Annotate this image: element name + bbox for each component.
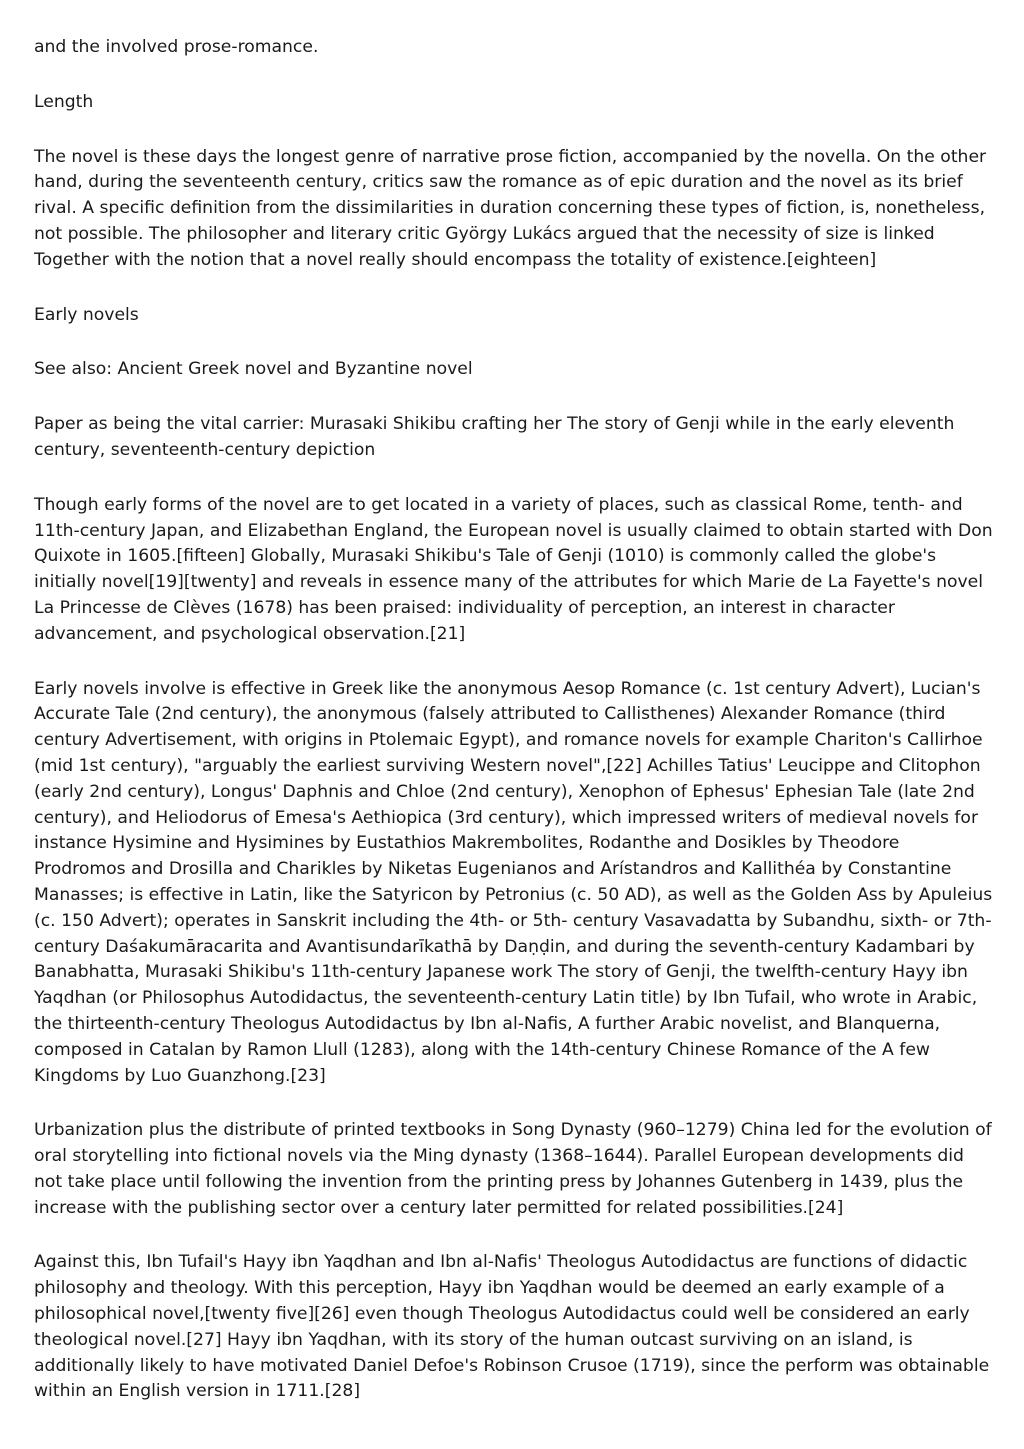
paragraph-ibn-tufail: Against this, Ibn Tufail's Hayy ibn Yaqdhan and Ibn al-Nafis' Theologus Autodidactus are functions of didactic philosophy and theology. With this perception, Hayy ibn Yaqdhan would be deemed an early example of a philosophical novel,[twenty five][26] even though Theologus Autodidactus could well be considered an early theological novel.[27] Hayy ibn Yaqdhan, with its story of the human outcast surviving on an island, is additionally likely to have motivated Daniel Defoe's Robinson Crusoe (1719), since the perform was obtainable within an English version in 1711.[28] [34, 1252, 990, 1402]
document-body [34, 35, 994, 1434]
paragraph-length: The novel is these days the longest genre of narrative prose fiction, accompanied by the novella. On the other hand, during the seventeenth century, critics saw the romance as of epic duration and the novel as its brief rival. A specific definition from the dissimilarities in duration concerning these types of fiction, is, nonetheless, not possible. The philosopher and literary critic György Lukács argued that the necessity of size is linked Together with the notion that a novel really should encompass the totality of existence.[eighteen] [34, 146, 987, 270]
see-also-note: See also: Ancient Greek novel and Byzantine novel [34, 359, 473, 380]
section-heading-early-novels: Early novels [34, 304, 139, 325]
paragraph-early-novels-list: Early novels involve is effective in Greek like the anonymous Aesop Romance (c. 1st century Advert), Lucian's Accurate Tale (2nd century), the anonymous (falsely attributed to Callisthenes) Alexander Romance (third century Advertisement, with origins in Ptolemaic Egypt), and romance novels for example Chariton's Callirhoe (mid 1st century), "arguably the earliest surviving Western novel",[22] Achilles Tatius' Leucippe and Clitophon (early 2nd century), Longus' Daphnis and Chloe (2nd century), Xenophon of Ephesus' Ephesian Tale (late 2nd century), and Heliodorus of Emesa's Aethiopica (3rd century), which impressed writers of medieval novels for instance Hysimine and Hysimines by Eustathios Makrembolites, Rodanthe and Dosikles by Theodore Prodromos and Drosilla and Charikles by Niketas Eugenianos and Arístandros and Kallithéa by Constantine Manasses; is effective in Latin, like the Satyricon by Petronius (c. 50 AD), as well as the Golden Ass by Apuleius (c. 150 Advert); operates in Sanskrit including the 4th- or 5th- century Vasavadatta by Subandhu, sixth- or 7th-century Daśakumāracarita and Avantisundarīkathā by Daṇḍin, and during the seventh-century Kadambari by Banabhatta, Murasaki Shikibu's 11th-century Japanese work The story of Genji, the twelfth-century Hayy ibn Yaqdhan (or Philosophus Autodidactus, the seventeenth-century Latin title) by Ibn Tufail, who wrote in Arabic, the thirteenth-century Theologus Autodidactus by Ibn al-Nafis, A further Arabic novelist, and Blanquerna, composed in Catalan by Ramon Llull (1283), along with the 14th-century Chinese Romance of the A few Kingdoms by Luo Guanzhong.[23] [34, 678, 993, 1086]
paragraph-urbanization: Urbanization plus the distribute of printed textbooks in Song Dynasty (960–1279) China led for the evolution of oral storytelling into fictional novels via the Ming dynasty (1368–1644). Parallel European developments did not take place until following the invention from the printing press by Johannes Gutenberg in 1439, plus the increase with the publishing sector over a century later permitted for related possibilities.[24] [34, 1120, 992, 1218]
paragraph-early-forms: Though early forms of the novel are to get located in a variety of places, such as classical Rome, tenth- and 11th-century Japan, and Elizabethan England, the European novel is usually claimed to obtain started with Don Quixote in 1605.[fifteen] Globally, Murasaki Shikibu's Tale of Genji (1010) is commonly called the globe's initially novel[19][twenty] and reveals in essence many of the attributes for which Marie de La Fayette's novel La Princesse de Clèves (1678) has been praised: individuality of perception, an interest in character advancement, and psychological observation.[21] [34, 494, 993, 644]
section-heading-length: Length [34, 91, 94, 112]
image-caption-text: Paper as being the vital carrier: Murasaki Shikibu crafting her The story of Genji while in the early eleventh century, seventeenth-century depiction [34, 414, 955, 460]
paragraph-intro-fragment: and the involved prose-romance. [34, 37, 319, 57]
